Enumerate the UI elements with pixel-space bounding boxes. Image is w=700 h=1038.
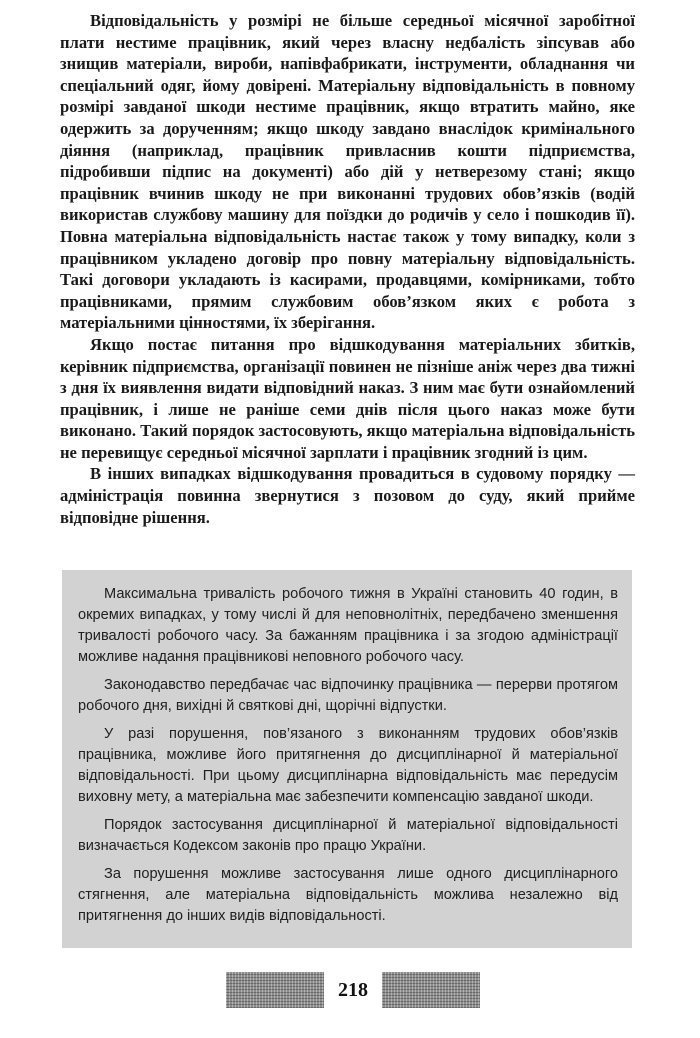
page-number: 218 (338, 978, 368, 1001)
footer-pattern-right (382, 972, 480, 1008)
footer-pattern-left (226, 972, 324, 1008)
note-working-week: Максимальна тривалість робочого тижня в Україні становить 40 годин, в окремих випадках, у тому числі й для неповнолітніх, передбачено зменшення тривалості робочого часу. За бажанням працівника і за згодою адміністрації можливе надання працівникові неповного робочого часу. (78, 586, 618, 665)
note-rest-time: Законодавство передбачає час відпочинку працівника — перерви протягом робочого дня, вихідні й святкові дні, щорічні відпустки. (78, 677, 618, 714)
note-violation-responsibility: У разі порушення, пов’язаного з виконанням трудових обов’язків працівника, можливе його притягнення до дисциплінарної й матеріальної відповідальності. При цьому дисциплінарна відповідальність має передусім виховну мету, а матеріальна має забезпечити компенсацію завданої шкоди. (78, 726, 618, 805)
note-labor-code: Порядок застосування дисциплінарної й матеріальної відповідальності визначається Кодексом законів про працю України. (78, 817, 618, 854)
paragraph-damage-compensation-order: Якщо постає питання про відшкодування матеріальних збитків, керівник підприємства, організації повинен не пізніше аніж через два тижні з дня їх виявлення видати відповідний наказ. З ним має бути ознайомлений працівник, і лише не раніше семи днів після цього наказ може бути виконано. Такий порядок застосовують, якщо матеріальна відповідальність не перевищує середньої місячної зарплати і працівник згодний із цим. (60, 334, 635, 462)
paragraph-liability-average-salary: Відповідальність у розмірі не більше середньої місячної заробітної плати нестиме працівник, який через власну недбалість зіпсував або знищив матеріали, вироби, напівфабрикати, інструменти, обладнання чи спеціальний одяг, йому довірені. Матеріальну відповідальність в повному розмірі завданої шкоди нестиме працівник, якщо втратить майно, яке одержить за дорученням; якщо шкоду завдано внаслідок кримінального діяння (наприклад, працівник привласнив кошти підприємства, підробивши підпис на документі) або дій у нетверезому стані; якщо працівник вчинив шкоду не при виконанні трудових обов’язків (водій використав службову машину для поїздки до родичів у село і пошкодив її). Повна матеріальна відповідальність настає також у тому випадку, коли з працівником укладено договір про повну матеріальну відповідальність. Такі договори укладають із касирами, продавцями, комірниками, тобто працівниками, прямим службовим обов’язком яких є робота з матеріальними цінностями, їх зберігання. (60, 11, 635, 333)
paragraph-court-procedure: В інших випадках відшкодування провадиться в судовому порядку — адміністрація повинна звернутися з позовом до суду, який прийме відповідне рішення. (60, 464, 635, 527)
summary-note-box (62, 570, 632, 948)
page-footer (226, 970, 480, 1010)
note-single-penalty: За порушення можливе застосування лише одного дисциплінарного стягнення, але матеріальна відповідальність можлива незалежно від притягнення до інших видів відповідальності. (78, 866, 618, 924)
main-text (60, 10, 635, 528)
